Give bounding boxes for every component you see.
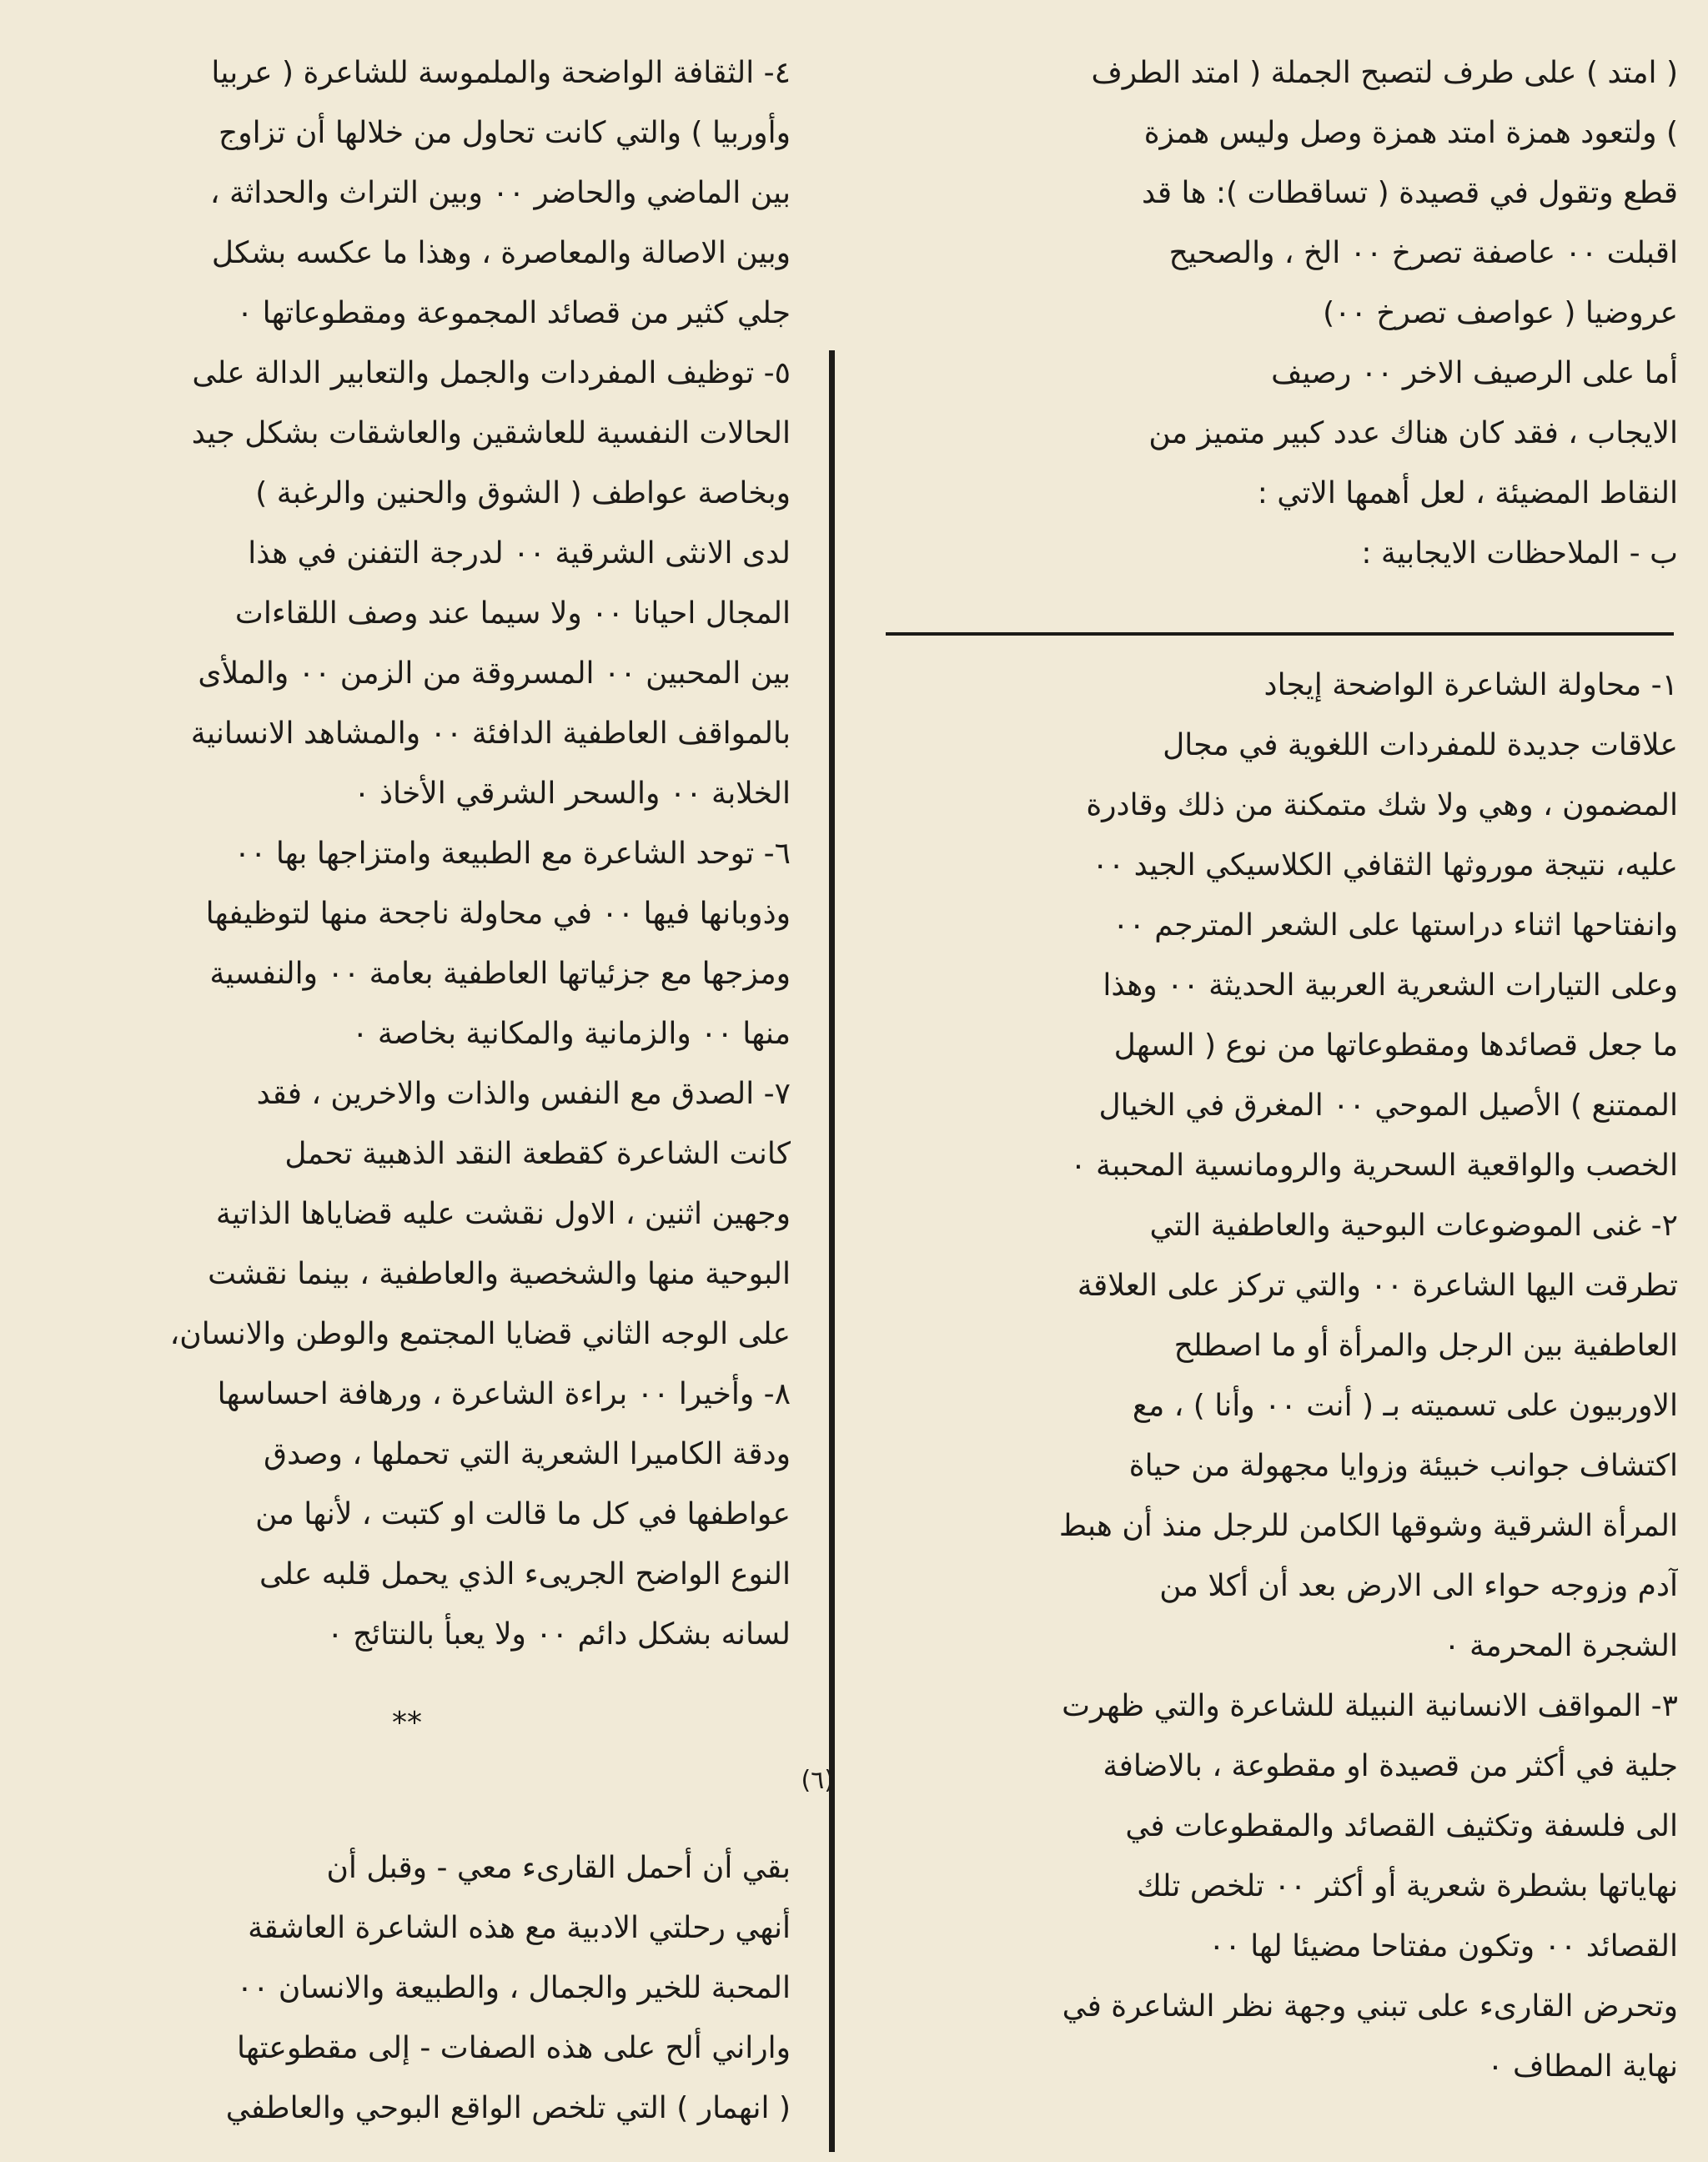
text-line: المضمون ، وهي ولا شك متمكنة من ذلك وقادرة	[1086, 788, 1678, 822]
text-line: ) ولتعود همزة امتد همزة وصل وليس همزة	[1143, 116, 1678, 150]
text-line: النوع الواضح الجريىء الذي يحمل قلبه على	[259, 1557, 791, 1591]
text-line: بين المحبين ٠٠ المسروقة من الزمن ٠٠ والملأى	[198, 656, 791, 691]
right-column-block-1	[890, 43, 1678, 584]
text-line: ٢- غنى الموضوعات البوحية والعاطفية التي	[1149, 1209, 1678, 1243]
right-column-block-2	[890, 656, 1678, 2097]
text-line: وذوبانها فيها ٠٠ في محاولة ناجحة منها لتوظيفها	[205, 897, 791, 931]
text-line: اقبلت ٠٠ عاصفة تصرخ ٠٠ الخ ، والصحيح	[1168, 236, 1678, 270]
right-column-gap	[890, 584, 1678, 656]
text-line: بقي أن أحمل القارىء معي - وقبل أن	[326, 1851, 791, 1885]
text-line: ٣- المواقف الانسانية النبيلة للشاعرة والتي ظهرت	[1062, 1689, 1678, 1723]
text-line: ( انهمار ) التي تلخص الواقع البوحي والعاطفي	[225, 2091, 791, 2125]
right-column	[890, 43, 1678, 2097]
section-separator-stars: **	[392, 1706, 422, 1740]
text-line: ٥- توظيف المفردات والجمل والتعابير الدالة على	[192, 356, 791, 390]
text-line: نهاية المطاف ٠	[1487, 2049, 1678, 2084]
text-line: جلية في أكثر من قصيدة او مقطوعة ، بالاضافة	[1103, 1749, 1678, 1783]
text-line: ٨- وأخيرا ٠٠ براءة الشاعرة ، ورهافة احساسها	[217, 1377, 791, 1411]
text-line: وتحرض القارىء على تبني وجهة نظر الشاعرة في	[1062, 1989, 1678, 2024]
text-line: عليه، نتيجة موروثها الثقافي الكلاسيكي الجيد ٠٠	[1092, 848, 1678, 882]
text-line: جلي كثير من قصائد المجموعة ومقطوعاتها ٠	[236, 296, 791, 330]
text-line: اكتشاف جوانب خبيئة وزوايا مجهولة من حياة	[1128, 1449, 1678, 1483]
text-line: وبين الاصالة والمعاصرة ، وهذا ما عكسه بشكل	[211, 236, 791, 270]
text-line: النقاط المضيئة ، لعل أهمها الاتي :	[1257, 476, 1678, 510]
text-line: علاقات جديدة للمفردات اللغوية في مجال	[1163, 728, 1678, 762]
text-line: وأوربيا ) والتي كانت تحاول من خلالها أن تزاوج	[219, 116, 791, 150]
section-number: (٦)	[801, 1766, 834, 1795]
text-line: وانفتاحها اثناء دراستها على الشعر المترجم ٠٠	[1113, 908, 1678, 943]
vertical-column-divider	[829, 350, 835, 2152]
text-line: المجال احيانا ٠٠ ولا سيما عند وصف اللقاءات	[234, 596, 791, 631]
text-line: الخلابة ٠٠ والسحر الشرقي الأخاذ ٠	[354, 777, 791, 811]
text-line: آدم وزوجه حواء الى الارض بعد أن أكلا من	[1159, 1569, 1678, 1603]
left-column	[0, 43, 791, 2139]
text-line: واراني ألح على هذه الصفات - إلى مقطوعتها	[236, 2031, 791, 2065]
text-line: بين الماضي والحاضر ٠٠ وبين التراث والحداثة ،	[209, 176, 791, 210]
text-line: ٦- توحد الشاعرة مع الطبيعة وامتزاجها بها ٠٠	[234, 837, 791, 871]
text-line: العاطفية بين الرجل والمرأة أو ما اصطلح	[1173, 1329, 1678, 1363]
text-line: ومزجها مع جزئياتها العاطفية بعامة ٠٠ والنفسية	[209, 957, 791, 991]
text-line: البوحية منها والشخصية والعاطفية ، بينما نقشت	[208, 1257, 791, 1291]
text-line: تطرقت اليها الشاعرة ٠٠ والتي تركز على العلاقة	[1077, 1269, 1678, 1303]
text-line: المرأة الشرقية وشوقها الكامن للرجل منذ أن هبط	[1058, 1509, 1678, 1543]
text-line: الحالات النفسية للعاشقين والعاشقات بشكل جيد	[191, 416, 791, 450]
text-line: قطع وتقول في قصيدة ( تساقطات ): ها قد	[1141, 176, 1678, 210]
text-line: لسانه بشكل دائم ٠٠ ولا يعبأ بالنتائج ٠	[327, 1617, 791, 1652]
left-column-gap	[0, 1665, 791, 1838]
horizontal-divider	[886, 632, 1674, 636]
left-column-block-1	[0, 43, 791, 1665]
text-line: ١- محاولة الشاعرة الواضحة إيجاد	[1263, 668, 1678, 702]
text-line: الى فلسفة وتكثيف القصائد والمقطوعات في	[1125, 1809, 1678, 1843]
text-line: أنهي رحلتي الادبية مع هذه الشاعرة العاشقة	[248, 1911, 791, 1945]
left-column-block-2	[0, 1838, 791, 2139]
text-line: الخصب والواقعية السحرية والرومانسية المحببة ٠	[1070, 1149, 1678, 1183]
text-line: الاوربيون على تسميته بـ ( أنت ٠٠ وأنا ) ، مع	[1132, 1389, 1678, 1423]
text-line: لدى الانثى الشرقية ٠٠ لدرجة التفنن في هذا	[248, 536, 791, 571]
text-line: وعلى التيارات الشعرية العربية الحديثة ٠٠ وهذا	[1103, 968, 1678, 1003]
text-line: ودقة الكاميرا الشعرية التي تحملها ، وصدق	[264, 1437, 791, 1471]
text-line: بالمواقف العاطفية الدافئة ٠٠ والمشاهد الانسانية	[190, 716, 791, 751]
text-line: على الوجه الثاني قضايا المجتمع والوطن والانسان،	[169, 1317, 791, 1351]
text-line: وجهين اثنين ، الاول نقشت عليه قضاياها الذاتية	[215, 1197, 791, 1231]
text-line: القصائد ٠٠ وتكون مفتاحا مضيئا لها ٠٠	[1208, 1929, 1678, 1963]
text-line: نهاياتها بشطرة شعرية أو أكثر ٠٠ تلخص تلك	[1137, 1869, 1678, 1903]
text-line: ب - الملاحظات الايجابية :	[1361, 536, 1678, 571]
text-line: المحبة للخير والجمال ، والطبيعة والانسان ٠٠	[236, 1971, 791, 2005]
text-line: الممتنع ) الأصيل الموحي ٠٠ المغرق في الخيال	[1098, 1089, 1678, 1123]
text-line: كانت الشاعرة كقطعة النقد الذهبية تحمل	[284, 1137, 791, 1171]
text-line: ٤- الثقافة الواضحة والملموسة للشاعرة ( عربيا	[211, 56, 791, 90]
text-line: ما جعل قصائدها ومقطوعاتها من نوع ( السهل	[1113, 1028, 1678, 1063]
text-line: ٧- الصدق مع النفس والذات والاخرين ، فقد	[256, 1077, 791, 1111]
text-line: عواطفها في كل ما قالت او كتبت ، لأنها من	[255, 1497, 791, 1531]
text-line: أما على الرصيف الاخر ٠٠ رصيف	[1271, 356, 1678, 390]
text-line: منها ٠٠ والزمانية والمكانية بخاصة ٠	[352, 1017, 791, 1051]
text-line: الشجرة المحرمة ٠	[1444, 1629, 1678, 1663]
text-line: الايجاب ، فقد كان هناك عدد كبير متميز من	[1148, 416, 1678, 450]
text-line: ( امتد ) على طرف لتصبح الجملة ( امتد الطرف	[1091, 56, 1678, 90]
text-line: عروضيا ( عواصف تصرخ ٠٠)	[1323, 296, 1678, 330]
text-line: وبخاصة عواطف ( الشوق والحنين والرغبة )	[255, 476, 791, 510]
